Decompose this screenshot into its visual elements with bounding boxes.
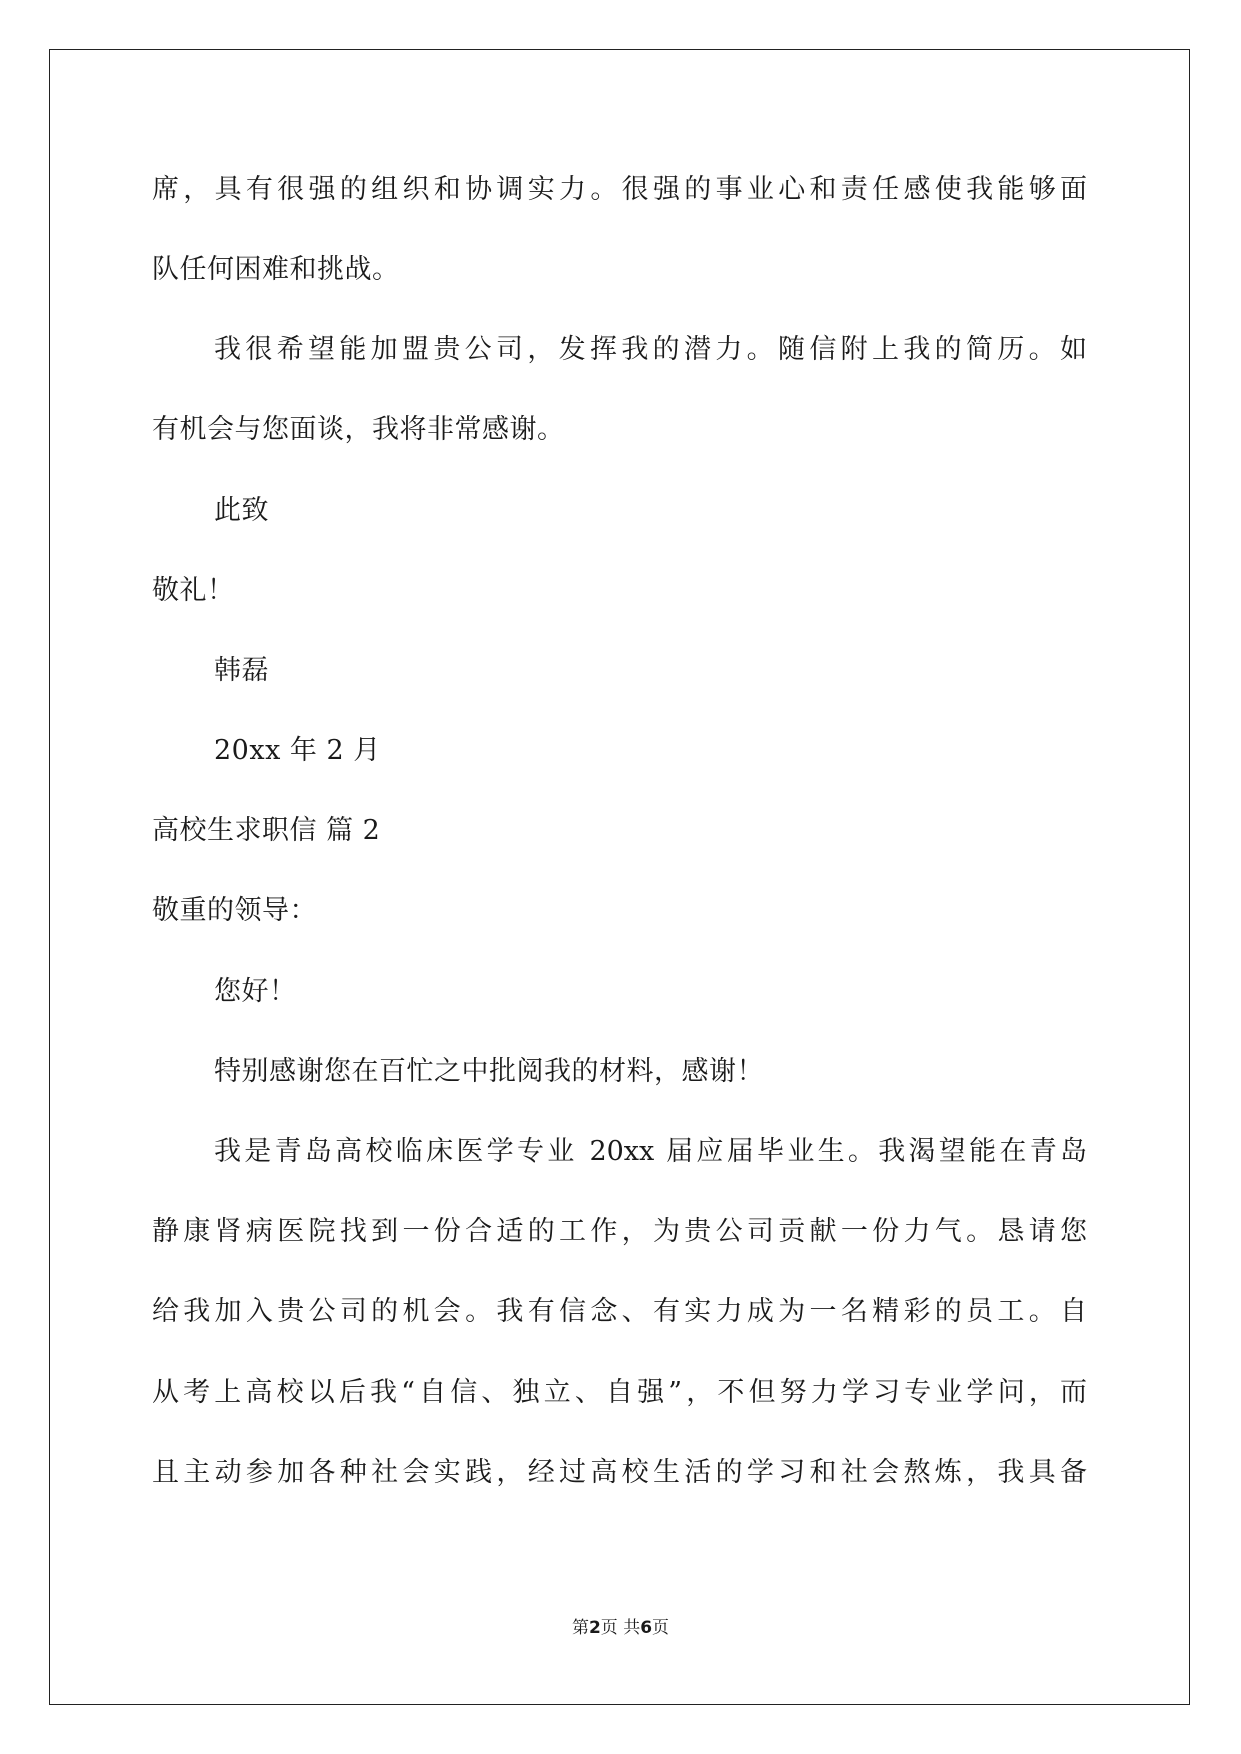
salutation-respect: 敬礼！ (152, 575, 235, 606)
section-heading: 高校生求职信 篇 2 (152, 815, 381, 846)
footer-total-pages: 6 (640, 1618, 653, 1638)
footer-page-number: 2 (588, 1618, 601, 1638)
signature-date: 20xx 年 2 月 (214, 735, 381, 766)
page-footer (0, 1616, 1241, 1640)
letter-greeting: 敬重的领导： (152, 895, 317, 926)
signature-name: 韩磊 (214, 655, 269, 686)
text-line: 我很希望能加盟贵公司，发挥我的潜力。随信附上我的简历。如 (214, 334, 1087, 365)
footer-suffix: 页 (652, 1618, 670, 1638)
text-line: 且主动参加各种社会实践，经过高校生活的学习和社会熬炼，我具备 (152, 1457, 1087, 1488)
footer-middle: 页 共 (600, 1618, 641, 1638)
letter-hello: 您好！ (214, 976, 297, 1007)
text-line: 给我加入贵公司的机会。我有信念、有实力成为一名精彩的员工。自 (152, 1296, 1087, 1327)
text-line: 静康肾病医院找到一份合适的工作，为贵公司贡献一份力气。恳请您 (152, 1216, 1087, 1247)
text-line: 有机会与您面谈，我将非常感谢。 (152, 414, 565, 445)
salutation-closing: 此致 (214, 495, 269, 526)
text-line: 队任何困难和挑战。 (152, 254, 400, 285)
text-line: 席，具有很强的组织和协调实力。很强的事业心和责任感使我能够面 (152, 174, 1087, 205)
text-line: 我是青岛高校临床医学专业 20xx 届应届毕业生。我渴望能在青岛 (214, 1136, 1087, 1167)
text-line: 特别感谢您在百忙之中批阅我的材料，感谢！ (214, 1056, 764, 1087)
footer-prefix: 第 (571, 1618, 589, 1638)
text-line: 从考上高校以后我“自信、独立、自强”，不但努力学习专业学问，而 (152, 1377, 1087, 1408)
